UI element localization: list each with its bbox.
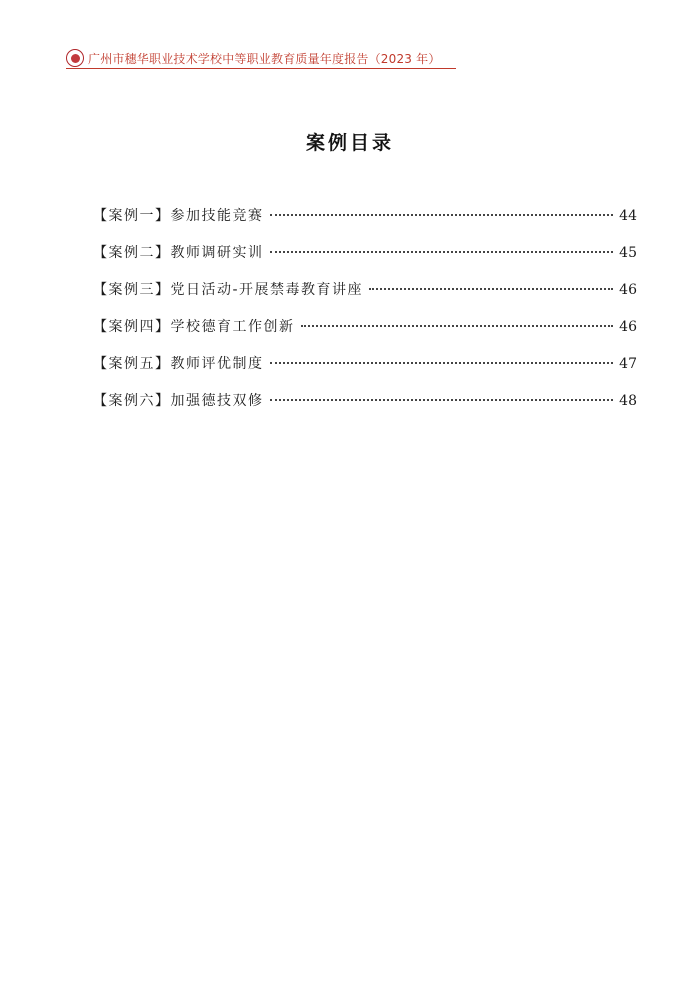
toc-leader-dots	[270, 251, 614, 253]
toc-entry-label: 【案例四】学校德育工作创新	[93, 319, 295, 335]
toc-entry-label: 【案例六】加强德技双修	[93, 393, 264, 409]
toc-entry[interactable]	[93, 390, 637, 427]
toc-entry[interactable]	[93, 205, 637, 242]
header-divider	[66, 68, 456, 69]
toc-entry-page: 46	[619, 282, 637, 298]
toc-entry-page: 44	[619, 208, 637, 224]
toc-leader-dots	[270, 399, 614, 401]
toc-entry[interactable]	[93, 279, 637, 316]
toc-entry-label: 【案例五】教师评优制度	[93, 356, 264, 372]
header-text: 广州市穗华职业技术学校中等职业教育质量年度报告（2023 年）	[88, 51, 441, 66]
toc-entry-page: 45	[619, 245, 637, 261]
page-title: 案例目录	[305, 132, 394, 154]
toc-entry-page: 48	[619, 393, 637, 409]
toc-leader-dots	[270, 214, 614, 216]
toc-entry-label: 【案例三】党日活动-开展禁毒教育讲座	[93, 282, 364, 298]
toc-entry-page: 47	[619, 356, 637, 372]
page-header	[66, 47, 456, 69]
toc-entry[interactable]	[93, 353, 637, 390]
toc-entry[interactable]	[93, 316, 637, 353]
toc-leader-dots	[301, 325, 614, 327]
toc-entry-label: 【案例一】参加技能竞赛	[93, 208, 264, 224]
toc-leader-dots	[369, 288, 613, 290]
toc-leader-dots	[270, 362, 614, 364]
toc-entry-page: 46	[619, 319, 637, 335]
toc-entry-label: 【案例二】教师调研实训	[93, 245, 264, 261]
table-of-contents	[93, 205, 637, 427]
toc-entry[interactable]	[93, 242, 637, 279]
school-emblem-icon	[66, 49, 84, 67]
